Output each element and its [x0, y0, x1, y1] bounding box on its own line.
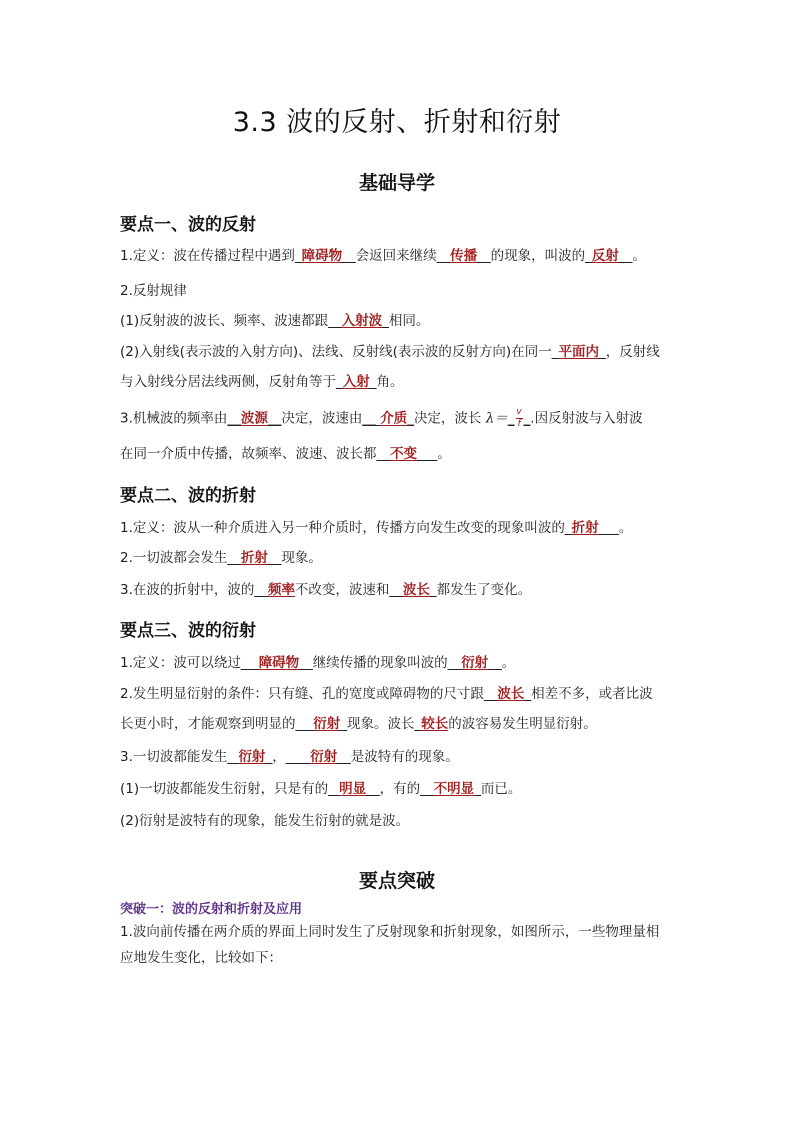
breakthrough1-line2: 应地发生变化，比较如下： — [120, 950, 282, 966]
text: 与入射线分居法线两侧，反射角等于 — [120, 374, 336, 390]
answer-obstacle-2: 障碍物 — [258, 655, 300, 671]
answer-diffraction-2: 衍射 — [313, 716, 341, 732]
answer-frequency: 频率 — [267, 582, 295, 598]
text: 1.定义：波从一种介质进入另一种介质时，传播方向发生改变的现象叫波的 — [120, 520, 565, 536]
page-title: 3.3 波的反射、折射和衍射 — [232, 107, 562, 138]
text: 2.一切波都会发生 — [120, 550, 228, 566]
point3-conclusion: (2)衍射是波特有的现象，能发生衍射的就是波。 — [120, 813, 410, 829]
text: 相差不多，或者比波 — [531, 686, 653, 702]
text: 。 — [632, 248, 646, 264]
section-heading-breakthrough: 要点突破 — [358, 870, 435, 892]
point1-mechanical-wave-cont: 在同一介质中传播，故频率、波速、波长都__不变___。 — [120, 446, 451, 462]
answer-not-obvious: 不明显 — [433, 781, 475, 797]
answer-reflection: 反射 — [591, 248, 619, 264]
text: 现象。 — [281, 550, 322, 566]
fraction-numerator: v — [516, 407, 522, 417]
text: (1)一切波都能发生衍射，只是有的 — [120, 781, 329, 797]
point1-law2-cont: 与入射线分居法线两侧，反射角等于_入射_角。 — [120, 374, 404, 390]
point1-law2: (2)入射线(表示波的入射方向)、法线、反射线(表示波的反射方向)在同一_平面内_，反射线 — [120, 344, 660, 360]
text: 1.定义：波在传播过程中遇到 — [120, 248, 295, 264]
text: 不改变，波速和 — [294, 582, 390, 598]
text: 长更小时，才能观察到明显的 — [120, 716, 296, 732]
point1-law1: (1)反射波的波长、频率、波速都跟__入射波_相同。 — [120, 313, 430, 329]
answer-wave-source: 波源 — [240, 410, 268, 427]
answer-diffraction-4: 衍射 — [310, 749, 338, 765]
answer-propagate: 传播 — [450, 248, 478, 264]
text: .因反射波与入射波 — [530, 410, 643, 427]
text: 是波特有的现象。 — [350, 749, 459, 765]
answer-medium: 介质 — [380, 410, 408, 427]
point3-all-waves: 3.一切波都能发生_ 衍射_，___ 衍射__是波特有的现象。 — [120, 749, 459, 765]
point2-heading: 要点二、波的折射 — [120, 486, 256, 506]
point3-condition: 2.发生明显衍射的条件：只有缝、孔的宽度或障碍物的尺寸跟__波长_相差不多，或者比波 — [120, 686, 653, 702]
breakthrough1-line1: 1.波向前传播在两介质的界面上同时发生了反射现象和折射现象，如图所示，一些物理量相 — [120, 924, 660, 940]
answer-incident-wave: 入射波 — [341, 313, 383, 329]
text: (1)反射波的波长、频率、波速都跟 — [120, 313, 329, 329]
text: 。 — [437, 446, 451, 462]
text: 在同一介质中传播，故频率、波速、波长都 — [120, 446, 377, 462]
text: (2)入射线(表示波的入射方向)、法线、反射线(表示波的反射方向)在同一 — [120, 344, 552, 360]
point3-heading: 要点三、波的衍射 — [120, 621, 256, 641]
text: 。 — [618, 520, 633, 536]
point2-all-waves: 2.一切波都会发生__折射__现象。 — [120, 550, 322, 566]
text: 2.发生明显衍射的条件：只有缝、孔的宽度或障碍物的尺寸跟 — [120, 686, 484, 702]
fraction-v-over-f — [516, 408, 523, 429]
text: 现象。波长 — [347, 716, 415, 732]
text: 。 — [501, 655, 516, 671]
answer-wavelength: 波长 — [402, 582, 430, 598]
point3-condition-cont: 长更小时，才能观察到明显的__ 衍射_现象。波长_较长的波容易发生明显衍射。 — [120, 716, 597, 732]
answer-diffraction-3: 衍射 — [238, 749, 266, 765]
text: 1.定义：波可以绕过 — [120, 655, 241, 671]
answer-plane: 平面内 — [558, 344, 599, 360]
text: 的波容易发生明显衍射。 — [448, 716, 597, 732]
text: 继续传播的现象叫波的 — [312, 655, 448, 671]
text: 决定，波速由 — [281, 410, 363, 427]
text: 3.机械波的频率由 — [120, 410, 228, 427]
point1-definition: 1.定义：波在传播过程中遇到_障碍物__会返回来继续__传播__的现象，叫波的_反射__。 — [120, 248, 646, 264]
text: 3.一切波都能发生 — [120, 749, 228, 765]
text: ，有的 — [379, 781, 421, 797]
text: 决定，波长 — [413, 410, 482, 427]
text: 相同。 — [388, 313, 430, 329]
lambda-symbol: λ＝ — [485, 410, 508, 427]
text: 3.在波的折射中，波的 — [120, 582, 255, 598]
text: 会返回来继续 — [355, 248, 437, 264]
answer-refraction-2: 折射 — [240, 550, 268, 566]
answer-obstacle: 障碍物 — [301, 248, 343, 264]
answer-longer: 较长 — [421, 716, 449, 732]
text: 的现象，叫波的 — [490, 248, 586, 264]
answer-obvious: 明显 — [339, 781, 367, 797]
fraction-denominator: f — [517, 419, 521, 429]
point2-frequency: 3.在波的折射中，波的__频率不改变，波速和__波长_都发生了变化。 — [120, 582, 532, 598]
point1-law-heading: 2.反射规律 — [120, 283, 187, 299]
text: 都发生了变化。 — [436, 582, 532, 598]
point1-heading: 要点一、波的反射 — [120, 215, 256, 235]
text: ， — [272, 749, 286, 765]
answer-unchanged: 不变 — [390, 446, 417, 462]
text: 角。 — [376, 374, 404, 390]
section-heading-guide: 基础导学 — [358, 172, 435, 194]
breakthrough1-heading: 突破一：波的反射和折射及应用 — [120, 902, 303, 917]
point1-mechanical-wave: 3.机械波的频率由__波源__决定，波速由__ 介质_决定，波长 λ＝_ $\frac{v}{f}$ _.因反射波与入射波 — [120, 407, 643, 429]
point3-definition: 1.定义：波可以绕过__ 障碍物__继续传播的现象叫波的__衍射__。 — [120, 655, 516, 671]
answer-refraction: 折射 — [571, 520, 599, 536]
point3-obvious: (1)一切波都能发生衍射，只是有的_ 明显__，有的__不明显_而已。 — [120, 781, 522, 797]
point2-definition: 1.定义：波从一种介质进入另一种介质时，传播方向发生改变的现象叫波的_折射___。 — [120, 520, 633, 536]
answer-incident-angle: 入射 — [342, 374, 370, 390]
answer-wavelength-2: 波长 — [497, 686, 525, 702]
text: ，反射线 — [605, 344, 660, 360]
text: 而已。 — [480, 781, 522, 797]
answer-diffraction: 衍射 — [461, 655, 489, 671]
